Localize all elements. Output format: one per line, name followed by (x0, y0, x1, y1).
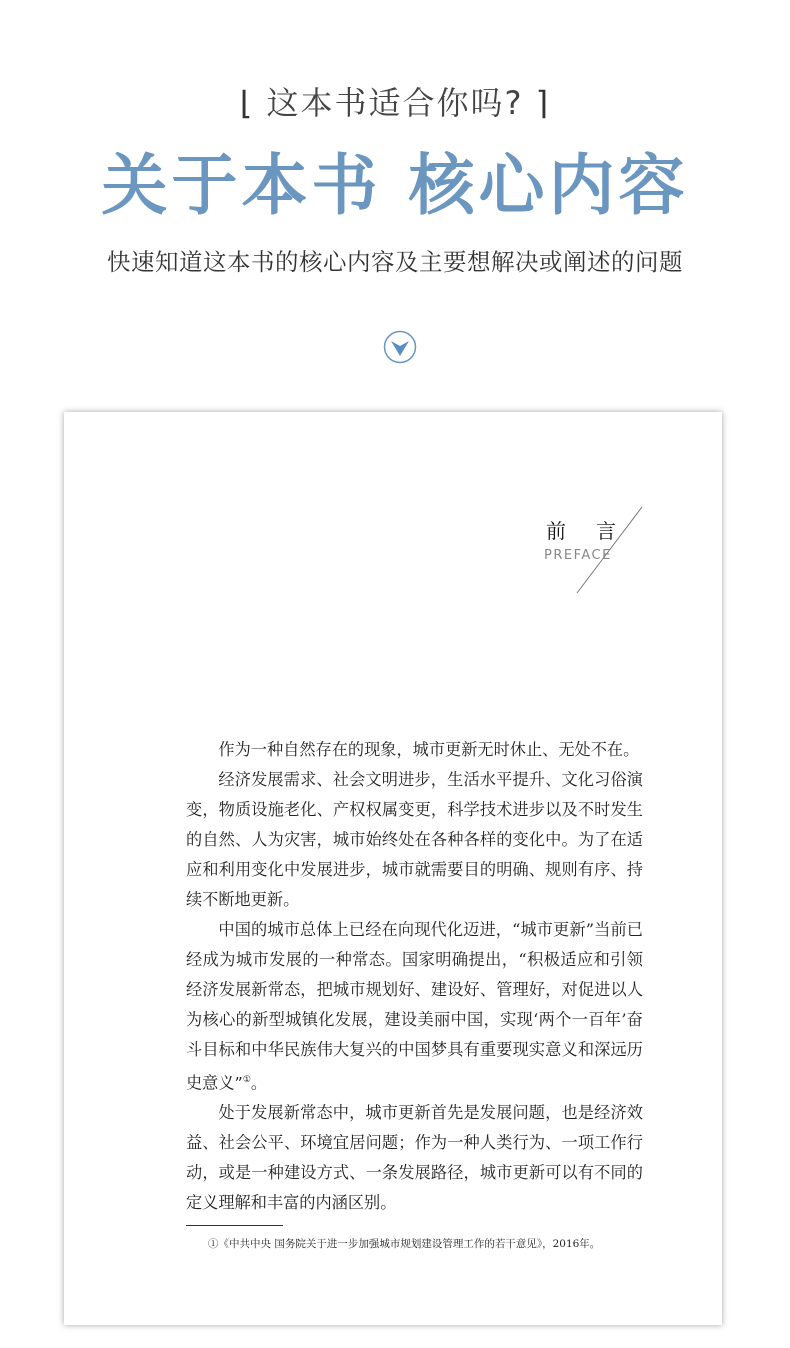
footnote: ①《中共中央 国务院关于进一步加强城市规划建设管理工作的若干意见》，2016年。 (208, 1238, 601, 1250)
paragraph: 经济发展需求、社会文明进步，生活水平提升、文化习俗演变，物质设施老化、产权权属变更，科学技术进步以及不时发生的自然、人为灾害，城市始终处在各种各样的变化中。为了在适应和利用变化中发展进步，城市就需要目的明确、规则有序、持续不断地更新。 (186, 770, 643, 909)
section-question (0, 80, 790, 126)
decorative-slash (570, 505, 650, 600)
subtitle: 快速知道这本书的核心内容及主要想解决或阐述的问题 (107, 248, 683, 276)
bracket-close: ⌉ (535, 84, 551, 122)
paragraph: 作为一种自然存在的现象，城市更新无时休止、无处不在。 (218, 740, 640, 759)
question-text: 这本书适合你吗? (266, 84, 524, 122)
preface-heading: 前言 (546, 519, 646, 543)
paragraph (186, 915, 643, 1098)
bracket-open: ⌊ (239, 84, 255, 122)
chevron-down-circle-icon (383, 330, 417, 364)
paragraph: 处于发展新常态中，城市更新首先是发展问题，也是经济效益、社会公平、环境宜居问题；作为一种人类行为、一项工作行动，或是一种建设方式、一条发展路径，城市更新可以有不同的定义理解和丰富的内涵区别。 (186, 1103, 643, 1213)
paragraph-end: 。 (250, 1073, 268, 1093)
preface-body (186, 735, 643, 1218)
footnote-ref: ① (242, 1075, 251, 1085)
footnote-divider (186, 1225, 283, 1226)
paragraph-text: 中国的城市总体上已经在向现代化迈进，“城市更新”当前已经成为城市发展的一种常态。国家明确提出，“积极适应和引领经济发展新常态，把城市规划好、建设好、管理好，对促进以人为核心的新型城镇化发展，建设美丽中国，实现‘两个一百年’奋斗目标和中华民族伟大复兴的中国梦具有重要现实意义和深远历史意义” (186, 920, 643, 1093)
preface-heading-en: PREFACE (544, 548, 612, 563)
page-title: 关于本书 核心内容 (101, 146, 689, 224)
